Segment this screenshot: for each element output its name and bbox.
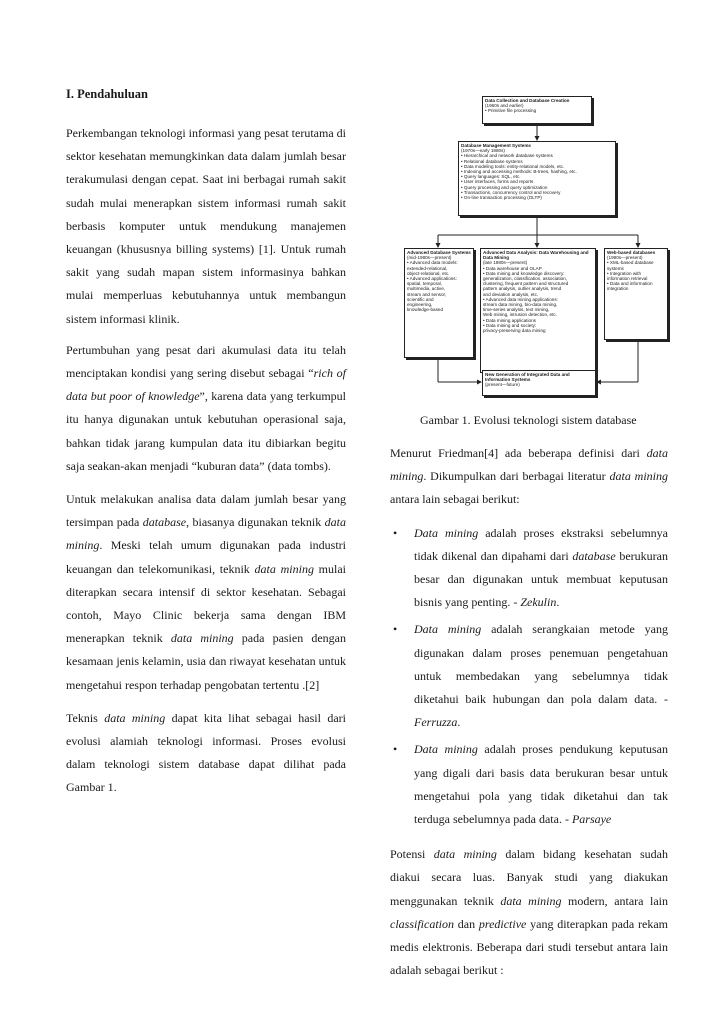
list-item: • Data mining adalah proses ekstraksi sebelumnya tidak dikenal dan dipahami dari database berukuran besar dan digunakan untuk membuat keputusan bisnis yang penting. - Zekulin. [390,522,668,615]
paragraph-evolution: Teknis data mining dapat kita lihat sebagai hasil dari evolusi alamiah teknologi informasi. Proses evolusi dalam teknologi sistem database dapat dilihat pada Gambar 1. [66,710,346,795]
bullet-icon: • [393,622,398,637]
paragraph-potential: Potensi data mining dalam bidang kesehatan sudah diakui secara luas. Banyak studi yang diakukan menggunakan teknik data mining modern, antara lain classification dan predictive yang diterapkan pada rekam medis elektronis. Beberapa dari studi tersebut antara lain adalah sebagai berikut : [390,847,668,978]
figure-caption: Gambar 1. Evolusi teknologi sistem database [420,413,637,427]
box-data-mining: Advanced Data Analysis: Data Warehousing and Data Mining (late 1980s—present) • Data warehouse and OLAP • Data mining and knowledge discovery: generalization, classification, association, clustering, frequent pattern and structured pattern analysis, outlier analysis, trend and deviation analysis, etc. • Advanced data mining applications: stream data mining, bio-data mining, time-series analysis, text mining, Web mining, intrusion detection, etc. • Data mining applications • Data mining and society: privacy-preserving data mining [480,248,596,373]
left-column [66,87,346,810]
box-web-databases: Web-based databases (1990s—present) • XML-based database systems • Integration with information retrieval • Data and information integration [604,248,668,340]
paragraph-intro: Perkembangan teknologi informasi yang pesat terutama di sektor kesehatan memungkinkan data dalam jumlah besar terakumulasi dengan cepat. Saat ini berbagai rumah sakit sudah mulai menerapkan sistem informasi rumah sakit berbasis komputer untuk mendukung manajemen keuangan (khususnya billing systems) [1]. Untuk rumah sakit yang sudah mapan sistem informasinya bahkan mulai memperluas kebutuhannya untuk membangun sistem informasi klinik. [66,126,346,326]
bullet-icon: • [393,742,398,757]
bullet-icon: • [393,525,398,540]
box-data-collection: Data Collection and Database Creation (1960s and earlier) • Primitive file processing [482,96,592,124]
paragraph-analysis: Untuk melakukan analisa data dalam jumlah besar yang tersimpan pada database, biasanya digunakan teknik data mining. Meski telah umum digunakan pada industri keuangan dan telekomunikasi, teknik data mining mulai diterapkan secara intensif di sektor kesehatan. Sebagai contoh, Mayo Clinic bekerja sama dengan IBM menerapkan teknik data mining pada pasien dengan kesamaan jenis kelamin, usia dan riwayat kesehatan untuk mengetahui respon terhadap pengobatan tertentu .[2] [66,492,347,692]
section-heading: I. Pendahuluan [66,87,148,101]
list-item: • Data mining adalah serangkaian metode yang digunakan dalam proses penemuan pengetahuan untuk membedakan yang sebelumnya tidak diketahui baik hubungan dan pola dalam data. - Ferruzza. [390,618,668,734]
box-dbms: Database Management Systems (1970s—early 1980s) • Hierarchical and network database systems • Relational database systems • Data modeling tools: entity-relational models, etc. • Indexing and accessing methods: B-trees, hashing, etc. • Query languages: SQL, etc. • User interfaces, forms and reports • Query processing and query optimization • Transactions, concurrency control and recovery • On-line transaction processing (OLTP) [458,141,616,216]
paragraph-growth: Pertumbuhan yang pesat dari akumulasi data itu telah menciptakan kondisi yang sering disebut sebagai “rich of data but poor of knowledge”, karena data yang terkumpul itu hanya digunakan untuk kebutuhan operasional saja, bahkan tidak jarang kumpulan data itu dibiarkan begitu saja seakan-akan menjadi “kuburan data” (data tombs). [66,342,346,473]
list-item: • Data mining adalah proses pendukung keputusan yang digali dari basis data berukuran besar untuk mengetahui pola yang tidak diketahui dan tak terduga sebelumnya pada data. - Parsaye [390,738,668,831]
box-new-generation: New Generation of Integrated Data and Information Systems (present—future) [482,370,596,396]
box-advanced-database: Advanced Database Systems (mid-1980s—present) • Advanced data models: extended-relational, object-relational, etc. • Advanced applications: spatial, temporal, multimedia, active, stream and sensor, scientific and engineering, knowledge-based [404,248,474,358]
database-evolution-diagram [398,90,674,402]
right-column [390,442,668,992]
paragraph-definitions: Menurut Friedman[4] ada beberapa definisi dari data mining. Dikumpulkan dari berbagai literatur data mining antara lain sebagai berikut: [390,446,668,507]
definition-list [390,522,668,832]
